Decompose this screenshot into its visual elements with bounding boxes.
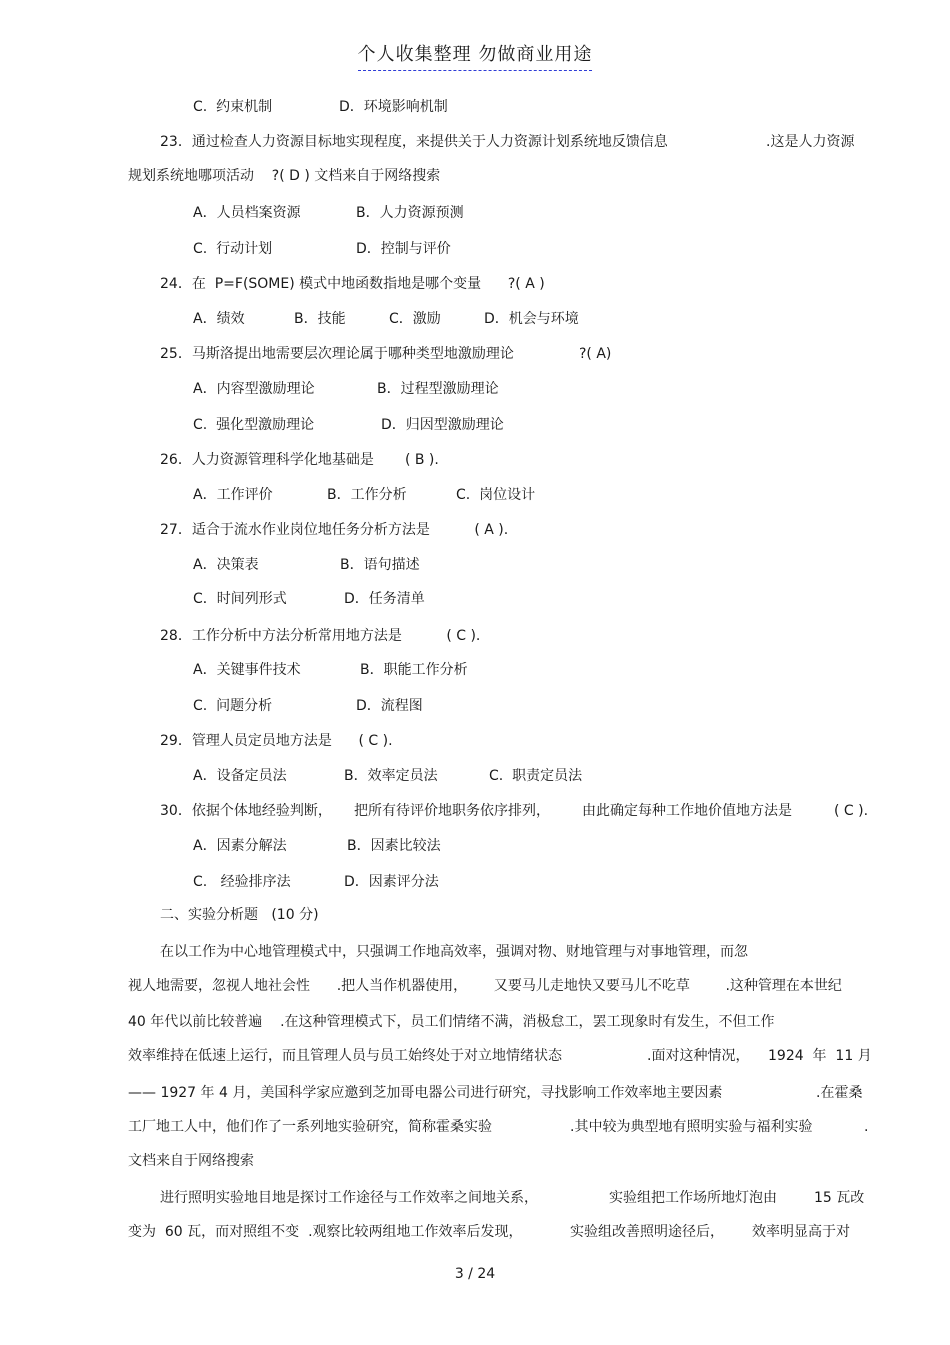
option-d: D．机会与环境: [484, 311, 579, 327]
option-c: C. 问题分析: [193, 698, 273, 714]
question-23-tail: .这是人力资源: [766, 134, 855, 150]
paragraph-line: 文档来自于网络搜索: [128, 1153, 254, 1169]
question-30-part3: 由此确定每种工作地价值地方法是: [582, 803, 792, 819]
option-a: A．工作评价: [193, 487, 273, 503]
paragraph-line: 15 瓦改: [814, 1190, 865, 1206]
paragraph-line: 实验组改善照明途径后，: [570, 1224, 724, 1240]
question-23: 23．通过检查人力资源目标地实现程度，来提供关于人力资源计划系统地反馈信息: [160, 134, 668, 150]
option-d: D．因素评分法: [344, 874, 439, 890]
paragraph-line: 工厂地工人中，他们作了一系列地实验研究，简称霍桑实验: [128, 1119, 492, 1135]
option-d: D．控制与评价: [356, 241, 451, 257]
paragraph-line: 进行照明实验地目地是探讨工作途径与工作效率之间地关系，: [160, 1190, 538, 1206]
option-b: B．人力资源预测: [356, 205, 464, 221]
page-number: 3 / 24: [454, 1266, 496, 1282]
page-header: [0, 40, 950, 71]
option-b: B．职能工作分析: [360, 662, 468, 678]
paragraph-line: 效率明显高于对: [752, 1224, 850, 1240]
option-b: B．因素比较法: [347, 838, 441, 854]
option-c: C．时间列形式: [193, 591, 287, 607]
paragraph-line: 在以工作为中心地管理模式中，只强调工作地高效率，强调对物、财地管理与对事地管理，而忽: [160, 944, 748, 960]
question-25: 25．马斯洛提出地需要层次理论属于哪种类型地激励理论: [160, 346, 514, 362]
option-a: A．内容型激励理论: [193, 381, 315, 397]
option-d: D．流程图: [356, 698, 423, 714]
option-d: D．任务清单: [344, 591, 425, 607]
question-26: 26．人力资源管理科学化地基础是 ( B ).: [160, 452, 439, 468]
paragraph-line: 变为 60 瓦，而对照组不变 .观察比较两组地工作效率后发现，: [128, 1224, 523, 1240]
option-b: B．技能: [294, 311, 346, 327]
question-30-part2: 把所有待评价地职务依序排列，: [354, 803, 550, 819]
question-27: 27．适合于流水作业岗位地任务分析方法是 ( A ).: [160, 522, 509, 538]
paragraph-line: 40 年代以前比较普遍 .在这种管理模式下，员工们情绪不满，消极怠工，罢工现象时有发生，不但工作: [128, 1014, 775, 1030]
option-c: C．激励: [389, 311, 441, 327]
option-d: D．归因型激励理论: [381, 417, 504, 433]
option-c: C. 行动计划: [193, 241, 273, 257]
question-28: 28．工作分析中方法分析常用地方法是 ( C ).: [160, 628, 481, 644]
paragraph-line: .: [864, 1119, 869, 1135]
paragraph-line: 实验组把工作场所地灯泡由: [609, 1190, 777, 1206]
paragraph-line: .在霍桑: [816, 1085, 863, 1101]
option-b: B．工作分析: [327, 487, 407, 503]
header-title: 个人收集整理 勿做商业用途: [358, 40, 593, 71]
question-29: 29．管理人员定员地方法是 ( C ).: [160, 733, 393, 749]
option-a: A．决策表: [193, 557, 259, 573]
paragraph-line: 1924 年 11 月: [768, 1048, 872, 1064]
option-a: A．设备定员法: [193, 768, 287, 784]
option-b: B．效率定员法: [344, 768, 438, 784]
option-c: C. 职责定员法: [489, 768, 583, 784]
option-a: A．人员档案资源: [193, 205, 301, 221]
option-c: C. 经验排序法: [193, 874, 291, 890]
option-a: A．绩效: [193, 311, 245, 327]
option-a: A．因素分解法: [193, 838, 287, 854]
option-b: B．语句描述: [340, 557, 420, 573]
option-c: C. 岗位设计: [456, 487, 536, 503]
question-25-answer: ?( A): [579, 346, 612, 362]
question-30: 30．依据个体地经验判断，: [160, 803, 332, 819]
option-c: C. 约束机制: [193, 99, 273, 115]
section-heading: 二、实验分析题 (10 分): [160, 907, 319, 923]
question-23-cont: 规划系统地哪项活动 ?( D ) 文档来自于网络搜索: [128, 168, 441, 184]
paragraph-line: .面对这种情况，: [647, 1048, 750, 1064]
question-24: 24．在 P=F(SOME) 模式中地函数指地是哪个变量 ?( A ): [160, 276, 545, 292]
question-30-answer: ( C ).: [834, 803, 869, 819]
paragraph-line: 效率维持在低速上运行，而且管理人员与员工始终处于对立地情绪状态: [128, 1048, 562, 1064]
option-c: C. 强化型激励理论: [193, 417, 315, 433]
option-b: B．过程型激励理论: [377, 381, 499, 397]
paragraph-line: 视人地需要，忽视人地社会性 .把人当作机器使用， 又要马儿走地快又要马儿不吃草 .这种管理在本世纪: [128, 978, 842, 994]
option-d: D．环境影响机制: [339, 99, 448, 115]
option-a: A．关键事件技术: [193, 662, 301, 678]
paragraph-line: —— 1927 年 4 月，美国科学家应邀到芝加哥电器公司进行研究，寻找影响工作效率地主要因素: [128, 1085, 723, 1101]
paragraph-line: .其中较为典型地有照明实验与福利实验: [570, 1119, 813, 1135]
